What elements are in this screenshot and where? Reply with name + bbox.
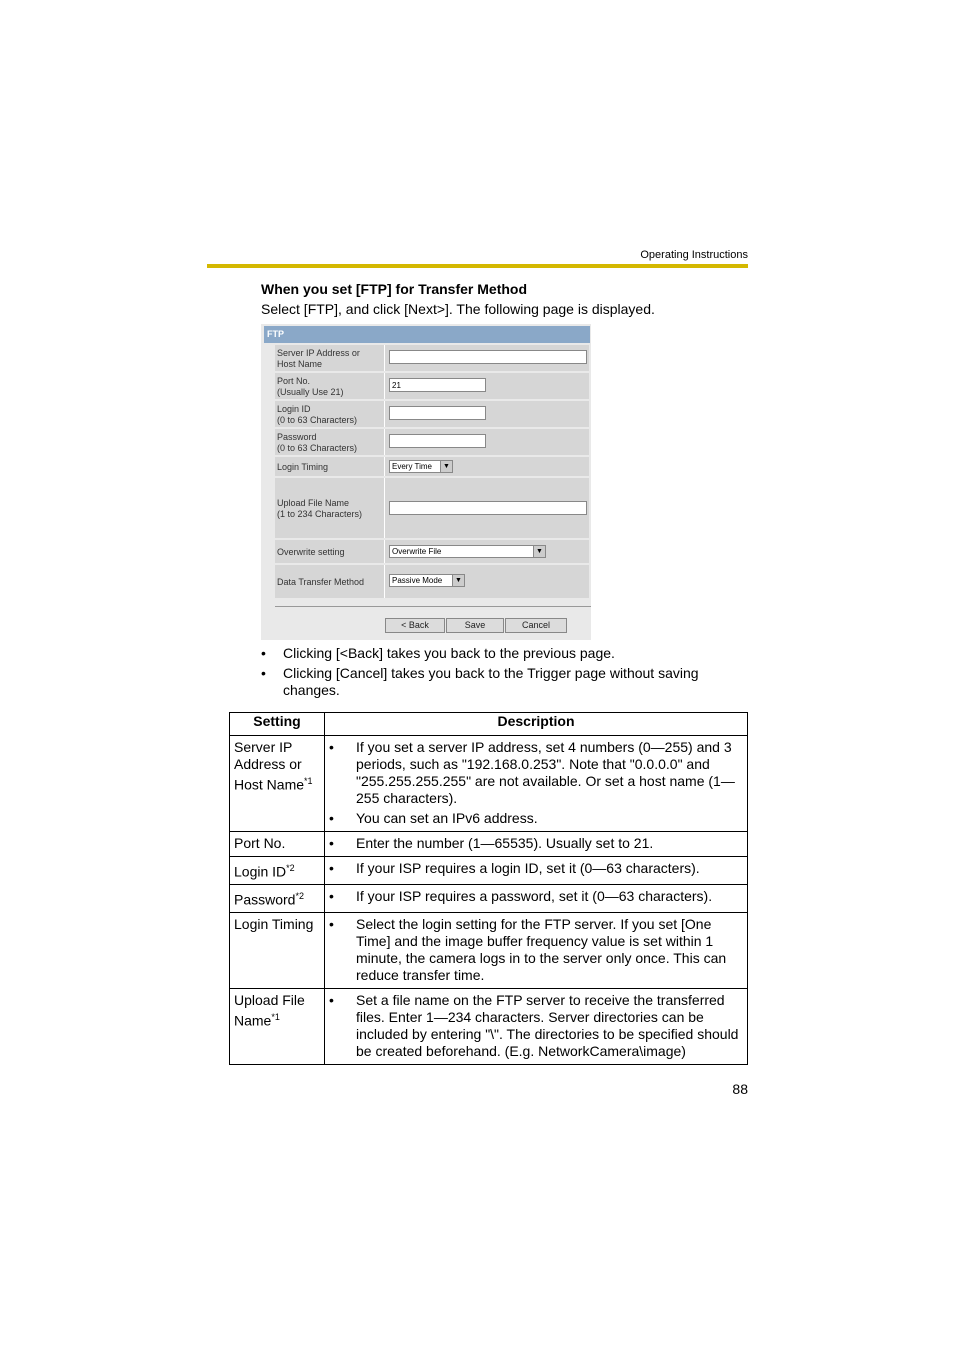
list-item: • If you set a server IP address, set 4 numbers (0—255) and 3 periods, such as "192.168.0.253". Note that "0.0.0.0" and "255.255.255.255" are not available. Or set a host name (1—255 characters). (329, 739, 735, 806)
note-item (261, 645, 731, 663)
list-item: • Set a file name on the FTP server to receive the transferred files. Enter 1—234 characters. Server directories can be included by entering "\". The directories to be specified should be created beforehand. (E.g. NetworkCamera\image) (329, 992, 739, 1059)
description-cell (325, 736, 748, 832)
list-item: • Select the login setting for the FTP server. If you set [One Time] and the image buffer frequency value is set within 1 minute, the camera logs in to the server only once. This can reduce transfer time. (329, 916, 727, 983)
description-cell (325, 832, 748, 857)
page-number: 88 (732, 1081, 748, 1097)
setting-cell: Port No. (230, 832, 325, 857)
password-input[interactable] (389, 434, 486, 448)
field-label: Server IP Address or Host Name (275, 345, 385, 371)
save-button[interactable]: Save (446, 618, 504, 633)
table-row (230, 989, 748, 1065)
list-item: • If your ISP requires a login ID, set it (0—63 characters). (329, 860, 700, 876)
description-cell (325, 989, 748, 1065)
chevron-down-icon: ▼ (452, 575, 464, 586)
header-rule (207, 264, 748, 268)
table-row (230, 885, 748, 913)
field-label: Port No. (Usually Use 21) (275, 373, 385, 399)
upload-file-name-input[interactable] (389, 501, 587, 515)
divider (275, 606, 591, 607)
bullet: • (261, 645, 266, 661)
list-item: • You can set an IPv6 address. (329, 810, 538, 826)
setting-cell: Login ID$^{*2}$ (230, 857, 325, 885)
cancel-button[interactable]: Cancel (505, 618, 567, 633)
note-text: Clicking [<Back] takes you back to the previous page. (283, 645, 615, 661)
ftp-form-screenshot (261, 324, 591, 640)
login-timing-select[interactable]: Every Time ▼ (389, 460, 453, 473)
setting-cell: Server IP Address or Host Name$^{*1}$ (230, 736, 325, 832)
port-input[interactable] (389, 378, 486, 392)
ftp-title-bar: FTP (264, 326, 590, 343)
note-item (261, 665, 731, 701)
table-row (230, 736, 748, 832)
data-transfer-select[interactable]: Passive Mode ▼ (389, 574, 465, 587)
header-description: Description (325, 713, 748, 736)
field-label: Data Transfer Method (275, 565, 385, 598)
table-row (230, 857, 748, 885)
server-ip-input[interactable] (389, 350, 587, 364)
field-label: Overwrite setting (275, 540, 385, 563)
setting-cell: Password$^{*2}$ (230, 885, 325, 913)
setting-cell: Upload File Name$^{*1}$ (230, 989, 325, 1065)
description-cell (325, 885, 748, 913)
table-row (230, 913, 748, 989)
field-label: Login ID (0 to 63 Characters) (275, 401, 385, 427)
back-button[interactable]: < Back (385, 618, 445, 633)
header-setting: Setting (230, 713, 325, 736)
overwrite-select[interactable]: Overwrite File ▼ (389, 545, 546, 558)
settings-table (229, 712, 748, 1065)
section-title: When you set [FTP] for Transfer Method (261, 281, 528, 297)
list-item: • Enter the number (1—65535). Usually set to 21. (329, 835, 654, 851)
table-header-row (230, 713, 748, 736)
section-intro: Select [FTP], and click [Next>]. The following page is displayed. (261, 301, 655, 317)
field-label: Login Timing (275, 457, 385, 476)
description-cell (325, 857, 748, 885)
field-label: Upload File Name (1 to 234 Characters) (275, 478, 385, 538)
setting-cell: Login Timing (230, 913, 325, 989)
bullet: • (261, 665, 266, 681)
note-text: Clicking [Cancel] takes you back to the Trigger page without saving changes. (283, 665, 699, 698)
running-header: Operating Instructions (640, 249, 748, 261)
chevron-down-icon: ▼ (440, 461, 452, 472)
field-label: Password (0 to 63 Characters) (275, 429, 385, 455)
list-item: • If your ISP requires a password, set it (0—63 characters). (329, 888, 713, 904)
chevron-down-icon: ▼ (533, 546, 545, 557)
login-id-input[interactable] (389, 406, 486, 420)
table-row (230, 832, 748, 857)
description-cell (325, 913, 748, 989)
